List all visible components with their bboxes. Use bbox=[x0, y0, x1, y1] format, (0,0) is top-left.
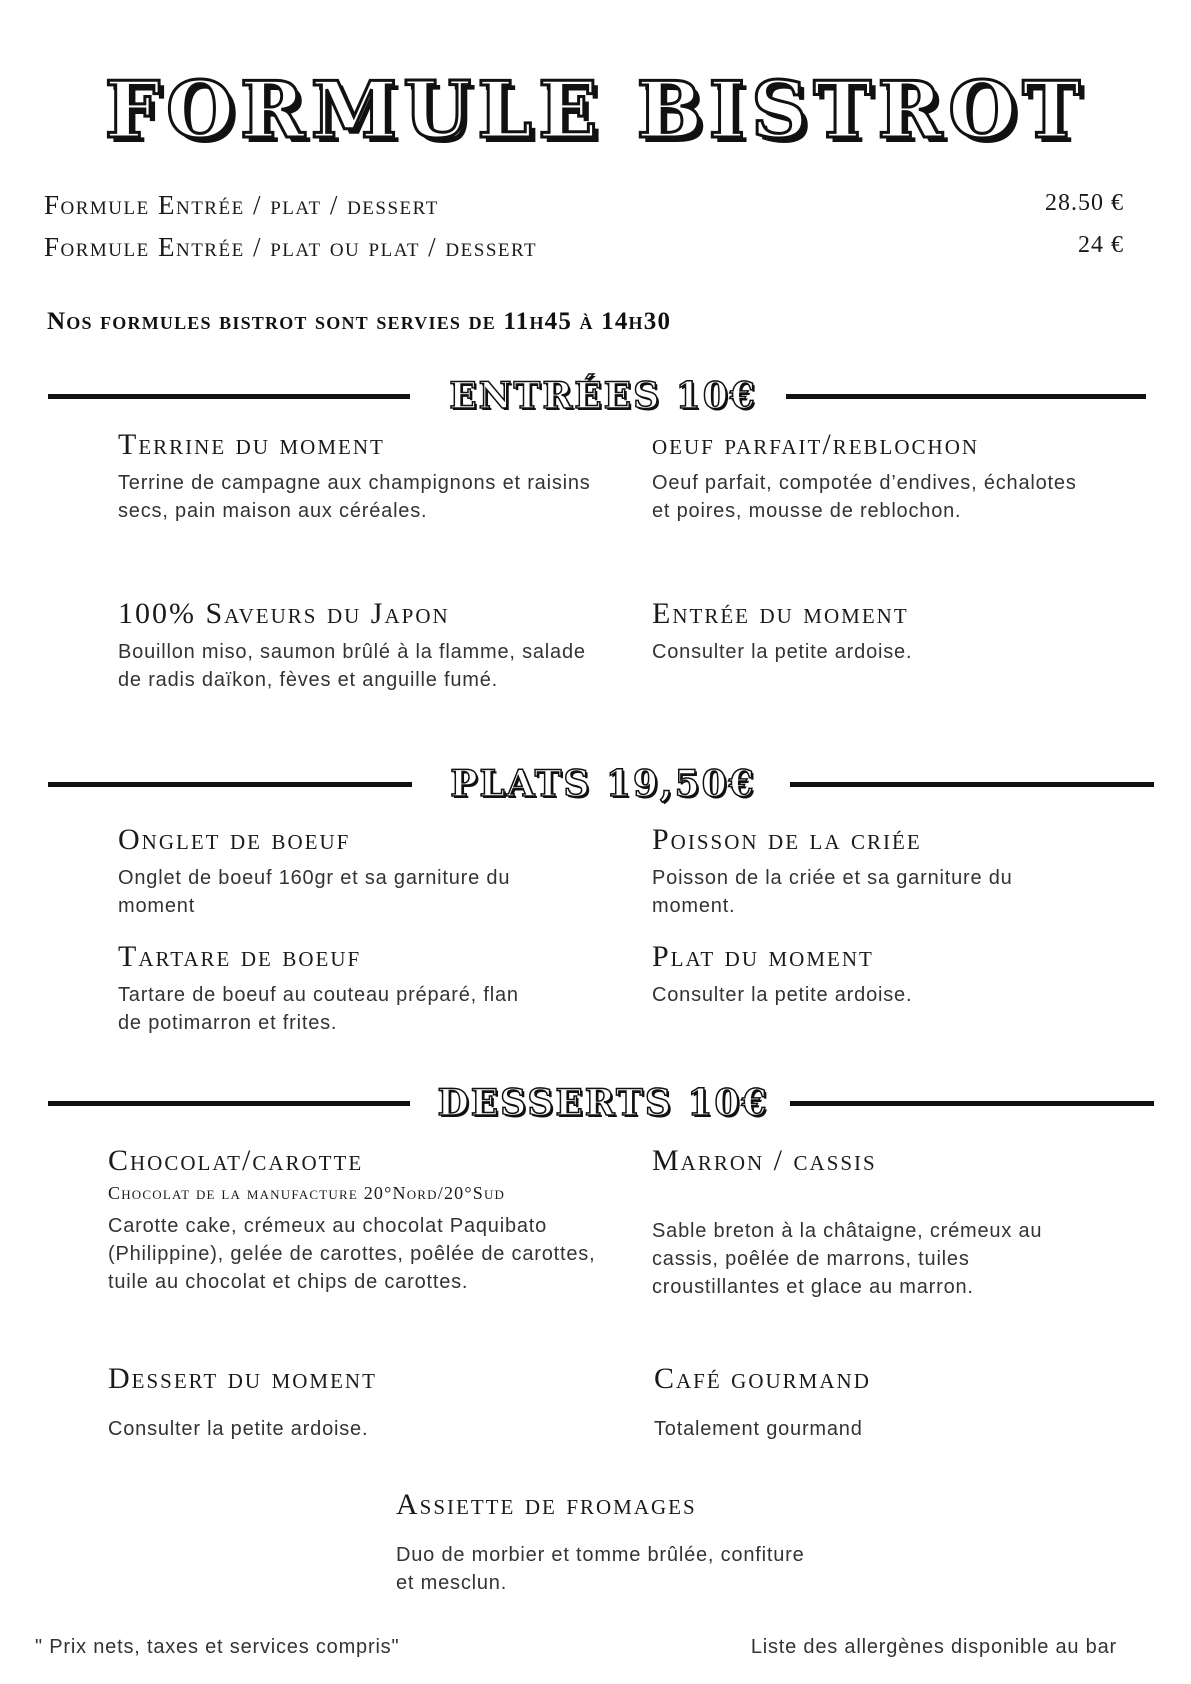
menu-item bbox=[652, 597, 1132, 666]
menu-item bbox=[396, 1488, 816, 1597]
dish-subtitle: Chocolat de la manufacture 20°Nord/20°Sud bbox=[108, 1183, 506, 1203]
formula-price: 28.50 € bbox=[1045, 190, 1124, 216]
page-title: FORMULE BISTROT bbox=[104, 65, 1087, 156]
dish-name: Chocolat/carotte bbox=[108, 1144, 364, 1177]
menu-item bbox=[118, 940, 548, 1037]
menu-item bbox=[118, 597, 588, 694]
dish-name: Terrine du moment bbox=[118, 428, 385, 461]
section-title: ENTRÉES 10€ bbox=[449, 375, 757, 417]
menu-item bbox=[652, 940, 1132, 1009]
dish-description: Totalement gourmand bbox=[654, 1418, 863, 1440]
section-title: DESSERTS 10€ bbox=[437, 1082, 769, 1124]
dish-description: Tartare de boeuf au couteau préparé, flan de potimarron et frites. bbox=[118, 984, 519, 1034]
dish-description: Onglet de boeuf 160gr et sa garniture du moment bbox=[118, 867, 511, 917]
menu-item bbox=[118, 428, 598, 525]
dish-name: Entrée du moment bbox=[652, 597, 909, 630]
dish-description: Sable breton à la châtaigne, crémeux au cassis, poêlée de marrons, tuiles croustillantes et glace au marron. bbox=[652, 1220, 1043, 1298]
formula-row bbox=[44, 190, 1124, 221]
section-header-entrees bbox=[48, 374, 1158, 418]
dish-name: Café gourmand bbox=[654, 1362, 871, 1395]
menu-item bbox=[118, 823, 548, 920]
divider-rule bbox=[790, 1101, 1154, 1106]
formula-price: 24 € bbox=[1078, 232, 1124, 258]
dish-description: Poisson de la criée et sa garniture du moment. bbox=[652, 867, 1013, 917]
dish-description: Terrine de campagne aux champignons et raisins secs, pain maison aux céréales. bbox=[118, 472, 591, 522]
formula-row bbox=[44, 232, 1124, 263]
dish-description: Consulter la petite ardoise. bbox=[652, 984, 913, 1006]
dish-name: Marron / cassis bbox=[652, 1144, 877, 1177]
dish-name: oeuf parfait/reblochon bbox=[652, 428, 980, 461]
service-hours-note: Nos formules bistrot sont servies de 11h45 à 14h30 bbox=[47, 308, 672, 335]
dish-description: Consulter la petite ardoise. bbox=[108, 1418, 369, 1440]
dish-description: Bouillon miso, saumon brûlé à la flamme, salade de radis daïkon, fèves et anguille fumé. bbox=[118, 641, 586, 691]
dish-name: Assiette de fromages bbox=[396, 1488, 697, 1521]
dish-description: Duo de morbier et tomme brûlée, confiture et mesclun. bbox=[396, 1544, 805, 1594]
dish-name: Dessert du moment bbox=[108, 1362, 377, 1395]
menu-item bbox=[652, 823, 1082, 920]
menu-item bbox=[654, 1362, 1134, 1443]
dish-description: Consulter la petite ardoise. bbox=[652, 641, 913, 663]
section-header-plats bbox=[48, 762, 1158, 806]
dish-description: Oeuf parfait, compotée d’endives, échalotes et poires, mousse de reblochon. bbox=[652, 472, 1077, 522]
allergen-note: Liste des allergènes disponible au bar bbox=[750, 1636, 1117, 1658]
menu-item bbox=[108, 1362, 588, 1443]
dish-name: Onglet de boeuf bbox=[118, 823, 351, 856]
menu-item bbox=[108, 1144, 608, 1296]
section-header-desserts bbox=[48, 1081, 1158, 1125]
menu-item bbox=[652, 1144, 1102, 1301]
dish-name: Plat du moment bbox=[652, 940, 874, 973]
price-note: " Prix nets, taxes et services compris" bbox=[35, 1636, 400, 1658]
dish-name: 100% Saveurs du Japon bbox=[118, 597, 450, 630]
dish-description: Carotte cake, crémeux au chocolat Paquibato (Philippine), gelée de carottes, poêlée de carottes, tuile au chocolat et chips de carottes. bbox=[108, 1215, 596, 1293]
menu-item bbox=[652, 428, 1092, 525]
section-title: PLATS 19,50€ bbox=[450, 763, 756, 805]
dish-name: Tartare de boeuf bbox=[118, 940, 362, 973]
formula-label: Formule Entrée / plat / dessert bbox=[44, 190, 439, 220]
divider-rule bbox=[786, 394, 1146, 399]
formula-label: Formule Entrée / plat ou plat / dessert bbox=[44, 232, 538, 262]
divider-rule bbox=[790, 782, 1154, 787]
dish-name: Poisson de la criée bbox=[652, 823, 922, 856]
